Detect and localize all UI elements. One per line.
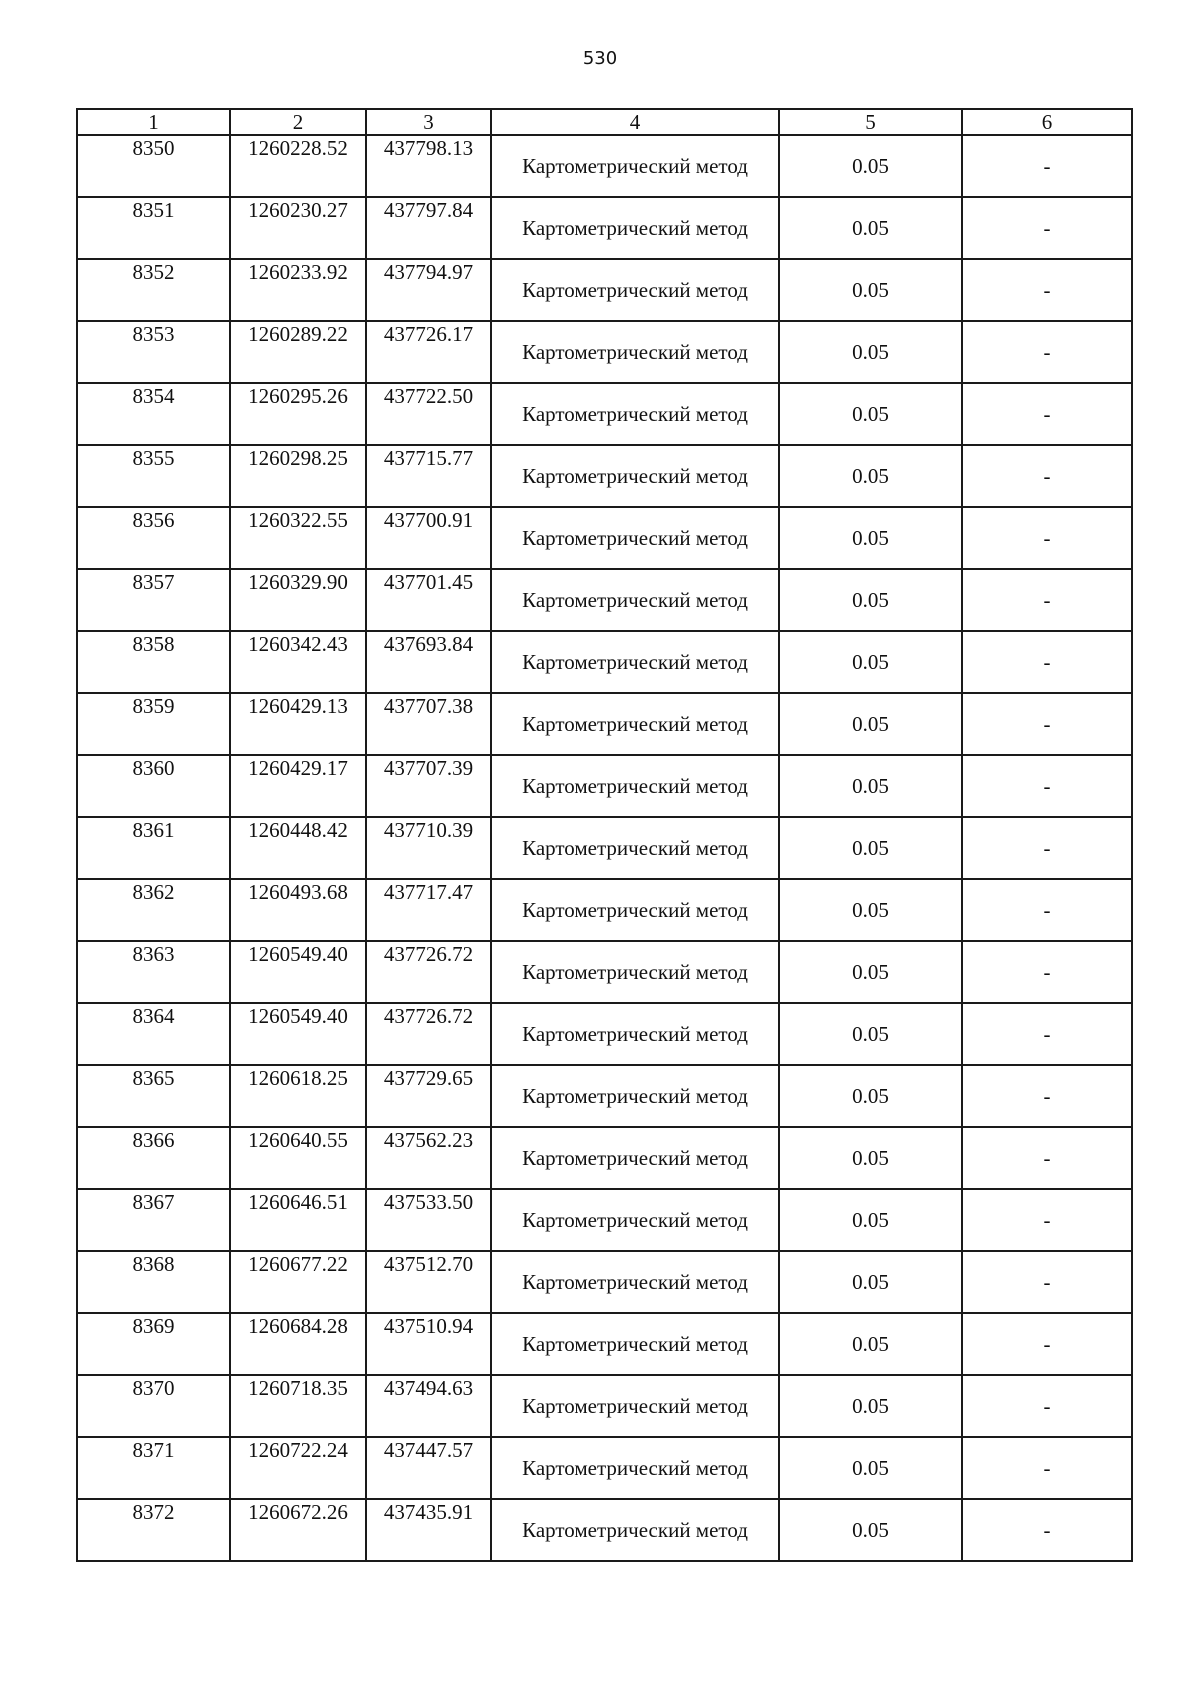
y-coordinate-cell: 437726.72 [366,1003,491,1065]
error-cell: 0.05 [779,1313,962,1375]
point-number-cell: 8351 [77,197,230,259]
point-number-cell: 8359 [77,693,230,755]
table-row [77,197,1132,259]
point-number-cell: 8367 [77,1189,230,1251]
y-coordinate-cell: 437693.84 [366,631,491,693]
table-body [77,135,1132,1561]
error-cell: 0.05 [779,321,962,383]
point-number-cell: 8361 [77,817,230,879]
table-row [77,1437,1132,1499]
method-cell: Картометрический метод [491,879,779,941]
method-cell: Картометрический метод [491,507,779,569]
column-header: 1 [77,109,230,135]
table-row [77,631,1132,693]
x-coordinate-cell: 1260618.25 [230,1065,366,1127]
x-coordinate-cell: 1260640.55 [230,1127,366,1189]
method-cell: Картометрический метод [491,1065,779,1127]
table-row [77,941,1132,1003]
extra-cell: - [962,445,1132,507]
point-number-cell: 8362 [77,879,230,941]
point-number-cell: 8368 [77,1251,230,1313]
extra-cell: - [962,941,1132,1003]
x-coordinate-cell: 1260228.52 [230,135,366,197]
extra-cell: - [962,1499,1132,1561]
column-header: 6 [962,109,1132,135]
error-cell: 0.05 [779,755,962,817]
error-cell: 0.05 [779,817,962,879]
method-cell: Картометрический метод [491,1499,779,1561]
column-header: 3 [366,109,491,135]
error-cell: 0.05 [779,879,962,941]
table-row [77,1065,1132,1127]
error-cell: 0.05 [779,135,962,197]
y-coordinate-cell: 437797.84 [366,197,491,259]
y-coordinate-cell: 437726.72 [366,941,491,1003]
error-cell: 0.05 [779,383,962,445]
y-coordinate-cell: 437722.50 [366,383,491,445]
extra-cell: - [962,507,1132,569]
extra-cell: - [962,1375,1132,1437]
y-coordinate-cell: 437717.47 [366,879,491,941]
table-row [77,879,1132,941]
error-cell: 0.05 [779,1499,962,1561]
table-row [77,569,1132,631]
extra-cell: - [962,755,1132,817]
y-coordinate-cell: 437794.97 [366,259,491,321]
method-cell: Картометрический метод [491,1375,779,1437]
y-coordinate-cell: 437435.91 [366,1499,491,1561]
method-cell: Картометрический метод [491,755,779,817]
x-coordinate-cell: 1260342.43 [230,631,366,693]
table-row [77,507,1132,569]
y-coordinate-cell: 437715.77 [366,445,491,507]
extra-cell: - [962,693,1132,755]
x-coordinate-cell: 1260684.28 [230,1313,366,1375]
y-coordinate-cell: 437494.63 [366,1375,491,1437]
table-row [77,1003,1132,1065]
x-coordinate-cell: 1260295.26 [230,383,366,445]
method-cell: Картометрический метод [491,135,779,197]
extra-cell: - [962,197,1132,259]
page-number: 530 [582,48,618,69]
x-coordinate-cell: 1260677.22 [230,1251,366,1313]
method-cell: Картометрический метод [491,941,779,1003]
table-row [77,383,1132,445]
x-coordinate-cell: 1260298.25 [230,445,366,507]
point-number-cell: 8372 [77,1499,230,1561]
extra-cell: - [962,1313,1132,1375]
point-number-cell: 8364 [77,1003,230,1065]
table-row [77,321,1132,383]
extra-cell: - [962,383,1132,445]
method-cell: Картометрический метод [491,259,779,321]
extra-cell: - [962,1251,1132,1313]
error-cell: 0.05 [779,1189,962,1251]
method-cell: Картометрический метод [491,321,779,383]
table-row [77,1375,1132,1437]
x-coordinate-cell: 1260646.51 [230,1189,366,1251]
table-row [77,1189,1132,1251]
point-number-cell: 8365 [77,1065,230,1127]
point-number-cell: 8352 [77,259,230,321]
y-coordinate-cell: 437710.39 [366,817,491,879]
point-number-cell: 8354 [77,383,230,445]
y-coordinate-cell: 437701.45 [366,569,491,631]
y-coordinate-cell: 437707.39 [366,755,491,817]
method-cell: Картометрический метод [491,197,779,259]
table-row [77,1499,1132,1561]
method-cell: Картометрический метод [491,383,779,445]
method-cell: Картометрический метод [491,1189,779,1251]
point-number-cell: 8353 [77,321,230,383]
method-cell: Картометрический метод [491,1437,779,1499]
point-number-cell: 8356 [77,507,230,569]
column-header: 4 [491,109,779,135]
point-number-cell: 8360 [77,755,230,817]
extra-cell: - [962,1003,1132,1065]
error-cell: 0.05 [779,1375,962,1437]
y-coordinate-cell: 437798.13 [366,135,491,197]
error-cell: 0.05 [779,507,962,569]
error-cell: 0.05 [779,1437,962,1499]
point-number-cell: 8369 [77,1313,230,1375]
extra-cell: - [962,817,1132,879]
x-coordinate-cell: 1260549.40 [230,1003,366,1065]
y-coordinate-cell: 437512.70 [366,1251,491,1313]
table-row [77,259,1132,321]
column-header: 2 [230,109,366,135]
error-cell: 0.05 [779,569,962,631]
y-coordinate-cell: 437447.57 [366,1437,491,1499]
x-coordinate-cell: 1260722.24 [230,1437,366,1499]
table-row [77,817,1132,879]
table-row [77,1251,1132,1313]
table-row [77,1127,1132,1189]
x-coordinate-cell: 1260549.40 [230,941,366,1003]
table-header-row [77,109,1132,135]
point-number-cell: 8355 [77,445,230,507]
y-coordinate-cell: 437726.17 [366,321,491,383]
error-cell: 0.05 [779,941,962,1003]
error-cell: 0.05 [779,197,962,259]
x-coordinate-cell: 1260322.55 [230,507,366,569]
table-row [77,135,1132,197]
point-number-cell: 8350 [77,135,230,197]
method-cell: Картометрический метод [491,1313,779,1375]
error-cell: 0.05 [779,693,962,755]
error-cell: 0.05 [779,1251,962,1313]
extra-cell: - [962,631,1132,693]
y-coordinate-cell: 437533.50 [366,1189,491,1251]
error-cell: 0.05 [779,1127,962,1189]
method-cell: Картометрический метод [491,1251,779,1313]
method-cell: Картометрический метод [491,631,779,693]
x-coordinate-cell: 1260672.26 [230,1499,366,1561]
coordinates-table [76,108,1133,1562]
method-cell: Картометрический метод [491,693,779,755]
table-row [77,1313,1132,1375]
error-cell: 0.05 [779,1003,962,1065]
extra-cell: - [962,321,1132,383]
y-coordinate-cell: 437700.91 [366,507,491,569]
extra-cell: - [962,1127,1132,1189]
x-coordinate-cell: 1260493.68 [230,879,366,941]
x-coordinate-cell: 1260448.42 [230,817,366,879]
point-number-cell: 8358 [77,631,230,693]
point-number-cell: 8371 [77,1437,230,1499]
method-cell: Картометрический метод [491,445,779,507]
point-number-cell: 8370 [77,1375,230,1437]
extra-cell: - [962,135,1132,197]
table-row [77,755,1132,817]
x-coordinate-cell: 1260230.27 [230,197,366,259]
extra-cell: - [962,259,1132,321]
method-cell: Картометрический метод [491,817,779,879]
y-coordinate-cell: 437562.23 [366,1127,491,1189]
column-header: 5 [779,109,962,135]
x-coordinate-cell: 1260718.35 [230,1375,366,1437]
method-cell: Картометрический метод [491,1003,779,1065]
extra-cell: - [962,1437,1132,1499]
table-row [77,693,1132,755]
extra-cell: - [962,1065,1132,1127]
x-coordinate-cell: 1260289.22 [230,321,366,383]
x-coordinate-cell: 1260429.17 [230,755,366,817]
x-coordinate-cell: 1260429.13 [230,693,366,755]
extra-cell: - [962,1189,1132,1251]
method-cell: Картометрический метод [491,1127,779,1189]
point-number-cell: 8363 [77,941,230,1003]
error-cell: 0.05 [779,445,962,507]
x-coordinate-cell: 1260233.92 [230,259,366,321]
extra-cell: - [962,879,1132,941]
y-coordinate-cell: 437510.94 [366,1313,491,1375]
method-cell: Картометрический метод [491,569,779,631]
error-cell: 0.05 [779,1065,962,1127]
error-cell: 0.05 [779,631,962,693]
y-coordinate-cell: 437707.38 [366,693,491,755]
point-number-cell: 8366 [77,1127,230,1189]
table-row [77,445,1132,507]
error-cell: 0.05 [779,259,962,321]
x-coordinate-cell: 1260329.90 [230,569,366,631]
point-number-cell: 8357 [77,569,230,631]
extra-cell: - [962,569,1132,631]
y-coordinate-cell: 437729.65 [366,1065,491,1127]
